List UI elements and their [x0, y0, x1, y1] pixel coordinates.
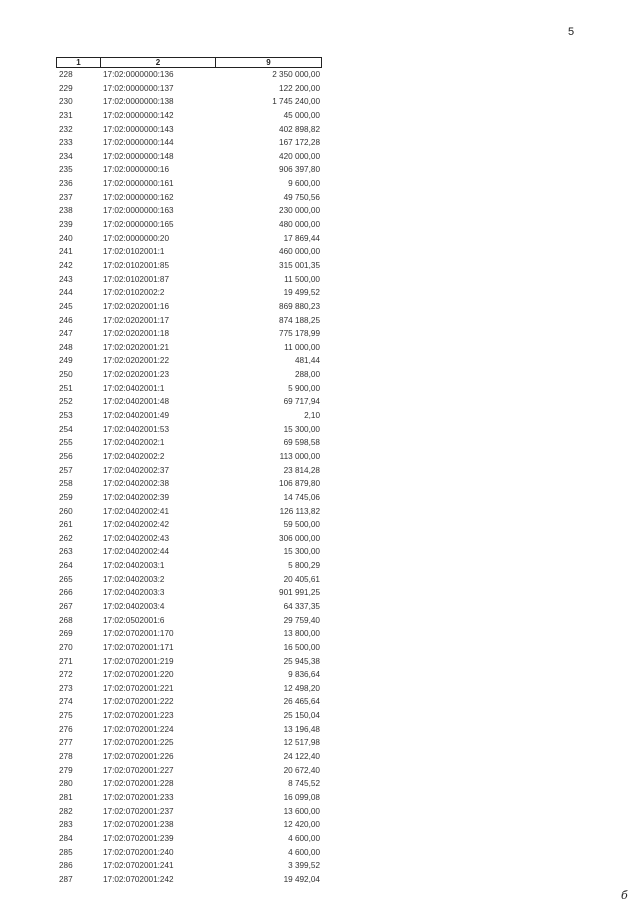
- row-number: 247: [59, 329, 73, 339]
- amount: 45 000,00: [283, 110, 320, 120]
- row-number: 263: [59, 547, 73, 557]
- table-row: [56, 818, 322, 832]
- amount: 14 745,06: [283, 492, 320, 502]
- row-number: 245: [59, 301, 73, 311]
- amount: 19 492,04: [283, 874, 320, 884]
- cadastral-number: 17:02:0000000:161: [103, 179, 174, 189]
- row-number: 279: [59, 765, 73, 775]
- amount: 19 499,52: [283, 288, 320, 298]
- table-row: [56, 450, 322, 464]
- amount: 16 099,08: [283, 792, 320, 802]
- cadastral-number: 17:02:0402002:37: [103, 465, 170, 475]
- row-number: 232: [59, 124, 73, 134]
- cadastral-number: 17:02:0000000:163: [103, 206, 174, 216]
- cadastral-number: 17:02:0702001:222: [103, 697, 174, 707]
- table-row: [56, 123, 322, 137]
- table-row: [56, 314, 322, 328]
- table-row: [56, 873, 322, 887]
- table-row: [56, 163, 322, 177]
- row-number: 237: [59, 192, 73, 202]
- table-row: [56, 109, 322, 123]
- table-row: [56, 423, 322, 437]
- row-number: 248: [59, 342, 73, 352]
- cadastral-number: 17:02:0000000:148: [103, 151, 174, 161]
- cadastral-number: 17:02:0402002:39: [103, 492, 170, 502]
- table-row: [56, 846, 322, 860]
- cadastral-number: 17:02:0702001:221: [103, 683, 174, 693]
- amount: 869 880,23: [279, 301, 320, 311]
- row-number: 234: [59, 151, 73, 161]
- amount: 15 300,00: [283, 424, 320, 434]
- cadastral-number: 17:02:0402001:48: [103, 397, 170, 407]
- cadastral-number: 17:02:0702001:219: [103, 656, 174, 666]
- amount: 306 000,00: [279, 533, 320, 543]
- amount: 775 178,99: [279, 329, 320, 339]
- cadastral-number: 17:02:0000000:142: [103, 110, 174, 120]
- row-number: 231: [59, 110, 73, 120]
- table-row: [56, 191, 322, 205]
- amount: 12 517,98: [283, 738, 320, 748]
- table-row: [56, 668, 322, 682]
- amount: 874 188,25: [279, 315, 320, 325]
- table-row: [56, 750, 322, 764]
- row-number: 266: [59, 588, 73, 598]
- row-number: 246: [59, 315, 73, 325]
- amount: 17 869,44: [283, 233, 320, 243]
- cadastral-number: 17:02:0202001:16: [103, 301, 170, 311]
- amount: 5 900,00: [288, 383, 320, 393]
- table-row: [56, 627, 322, 641]
- row-number: 250: [59, 370, 73, 380]
- amount: 64 337,35: [283, 601, 320, 611]
- amount: 12 420,00: [283, 820, 320, 830]
- table-row: [56, 477, 322, 491]
- amount: 122 200,00: [279, 83, 320, 93]
- row-number: 261: [59, 520, 73, 530]
- column-header-2: 2: [101, 58, 216, 67]
- table-row: [56, 136, 322, 150]
- cadastral-number: 17:02:0000000:16: [103, 165, 170, 175]
- row-number: 262: [59, 533, 73, 543]
- cadastral-number: 17:02:0000000:136: [103, 70, 174, 79]
- cadastral-number: 17:02:0402002:1: [103, 438, 165, 448]
- amount: 4 600,00: [288, 847, 320, 857]
- cadastral-number: 17:02:0502001:6: [103, 615, 165, 625]
- amount: 315 001,35: [279, 260, 320, 270]
- cadastral-number: 17:02:0000000:20: [103, 233, 170, 243]
- row-number: 281: [59, 792, 73, 802]
- table-row: [56, 600, 322, 614]
- cadastral-number: 17:02:0702001:241: [103, 861, 174, 871]
- cadastral-number: 17:02:0402003:3: [103, 588, 165, 598]
- amount: 49 750,56: [283, 192, 320, 202]
- cadastral-number: 17:02:0702001:220: [103, 670, 174, 680]
- amount: 59 500,00: [283, 520, 320, 530]
- row-number: 267: [59, 601, 73, 611]
- cadastral-number: 17:02:0702001:227: [103, 765, 174, 775]
- amount: 11 000,00: [284, 342, 320, 352]
- row-number: 236: [59, 179, 73, 189]
- amount: 3 399,52: [288, 861, 320, 871]
- amount: 8 745,52: [288, 779, 320, 789]
- table-row: [56, 545, 322, 559]
- table-row: [56, 82, 322, 96]
- amount: 26 465,64: [283, 697, 320, 707]
- table-row: [56, 614, 322, 628]
- row-number: 240: [59, 233, 73, 243]
- amount: 906 397,80: [279, 165, 320, 175]
- amount: 9 600,00: [288, 179, 320, 189]
- row-number: 284: [59, 833, 73, 843]
- row-number: 256: [59, 451, 73, 461]
- row-number: 253: [59, 411, 73, 421]
- handwritten-page-mark: б: [621, 889, 628, 902]
- row-number: 272: [59, 670, 73, 680]
- cadastral-number: 17:02:0702001:240: [103, 847, 174, 857]
- cadastral-number: 17:02:0402002:43: [103, 533, 170, 543]
- cadastral-number: 17:02:0000000:165: [103, 220, 174, 230]
- cadastral-number: 17:02:0402002:44: [103, 547, 170, 557]
- column-header-9: 9: [266, 58, 271, 67]
- cadastral-number: 17:02:0402003:2: [103, 574, 165, 584]
- row-number: 235: [59, 165, 73, 175]
- row-number: 228: [59, 70, 73, 79]
- amount: 230 000,00: [279, 206, 320, 216]
- row-number: 249: [59, 356, 73, 366]
- row-number: 254: [59, 424, 73, 434]
- row-number: 268: [59, 615, 73, 625]
- table-row: [56, 505, 322, 519]
- row-number: 286: [59, 861, 73, 871]
- table-row: [56, 368, 322, 382]
- table-row: [56, 764, 322, 778]
- row-number: 287: [59, 874, 73, 884]
- cadastral-number: 17:02:0402002:41: [103, 506, 170, 516]
- amount: 12 498,20: [283, 683, 320, 693]
- table-row: [56, 273, 322, 287]
- table-row: [56, 723, 322, 737]
- amount: 16 500,00: [283, 642, 320, 652]
- row-number: 278: [59, 752, 73, 762]
- table-row: [56, 395, 322, 409]
- amount: 4 600,00: [288, 833, 320, 843]
- cadastral-number: 17:02:0000000:144: [103, 138, 174, 148]
- amount: 24 122,40: [283, 752, 320, 762]
- table-row: [56, 259, 322, 273]
- row-number: 251: [59, 383, 73, 393]
- amount: 167 172,28: [279, 138, 320, 148]
- table-row: [56, 232, 322, 246]
- row-number: 275: [59, 711, 73, 721]
- table-row: [56, 218, 322, 232]
- amount: 288,00: [294, 370, 320, 380]
- cadastral-number: 17:02:0702001:225: [103, 738, 174, 748]
- cadastral-number: 17:02:0102002:2: [103, 288, 165, 298]
- row-number: 238: [59, 206, 73, 216]
- row-number: 265: [59, 574, 73, 584]
- amount: 460 000,00: [279, 247, 320, 257]
- cadastral-number: 17:02:0402001:49: [103, 411, 170, 421]
- row-number: 243: [59, 274, 73, 284]
- row-number: 252: [59, 397, 73, 407]
- cadastral-number: 17:02:0000000:138: [103, 97, 174, 107]
- row-number: 244: [59, 288, 73, 298]
- row-number: 264: [59, 561, 73, 571]
- row-number: 282: [59, 806, 73, 816]
- cadastral-number: 17:02:0702001:239: [103, 833, 174, 843]
- table-row: [56, 300, 322, 314]
- cadastral-number: 17:02:0000000:143: [103, 124, 174, 134]
- page-number: 5: [568, 26, 575, 38]
- amount: 480 000,00: [279, 220, 320, 230]
- cadastral-number: 17:02:0000000:137: [103, 83, 174, 93]
- row-number: 274: [59, 697, 73, 707]
- table-body: [56, 68, 322, 886]
- column-header-1: 1: [57, 58, 101, 67]
- table-row: [56, 695, 322, 709]
- amount: 20 405,61: [283, 574, 320, 584]
- table-row: [56, 382, 322, 396]
- row-number: 239: [59, 220, 73, 230]
- amount: 15 300,00: [283, 547, 320, 557]
- table-row: [56, 436, 322, 450]
- amount: 13 600,00: [283, 806, 320, 816]
- row-number: 269: [59, 629, 73, 639]
- row-number: 260: [59, 506, 73, 516]
- row-number: 257: [59, 465, 73, 475]
- table-row: [56, 532, 322, 546]
- cadastral-number: 17:02:0402002:42: [103, 520, 170, 530]
- row-number: 255: [59, 438, 73, 448]
- amount: 69 598,58: [283, 438, 320, 448]
- amount: 69 717,94: [283, 397, 320, 407]
- cadastral-number: 17:02:0202001:22: [103, 356, 170, 366]
- cadastral-number: 17:02:0402003:1: [103, 561, 165, 571]
- row-number: 230: [59, 97, 73, 107]
- cadastral-number: 17:02:0102001:87: [103, 274, 170, 284]
- row-number: 285: [59, 847, 73, 857]
- cadastral-number: 17:02:0702001:242: [103, 874, 174, 884]
- table-row: [56, 709, 322, 723]
- amount: 901 991,25: [279, 588, 320, 598]
- table-row: [56, 682, 322, 696]
- cadastral-number: 17:02:0702001:171: [103, 642, 174, 652]
- table-row: [56, 177, 322, 191]
- row-number: 283: [59, 820, 73, 830]
- row-number: 273: [59, 683, 73, 693]
- amount: 25 945,38: [283, 656, 320, 666]
- amount: 402 898,82: [279, 124, 320, 134]
- table-row: [56, 68, 322, 82]
- table-row: [56, 95, 322, 109]
- amount: 106 879,80: [279, 479, 320, 489]
- amount: 113 000,00: [279, 451, 320, 461]
- row-number: 229: [59, 83, 73, 93]
- cadastral-number: 17:02:0402003:4: [103, 601, 165, 611]
- cadastral-number: 17:02:0402001:1: [103, 383, 165, 393]
- cadastral-number: 17:02:0000000:162: [103, 192, 174, 202]
- table-row: [56, 286, 322, 300]
- cadastral-number: 17:02:0402002:38: [103, 479, 170, 489]
- table-row: [56, 354, 322, 368]
- amount: 126 113,82: [279, 506, 320, 516]
- cadastral-number: 17:02:0202001:18: [103, 329, 170, 339]
- cadastral-number: 17:02:0202001:23: [103, 370, 170, 380]
- row-number: 271: [59, 656, 73, 666]
- amount: 13 800,00: [283, 629, 320, 639]
- table-row: [56, 573, 322, 587]
- row-number: 259: [59, 492, 73, 502]
- table-row: [56, 491, 322, 505]
- amount: 23 814,28: [283, 465, 320, 475]
- row-number: 258: [59, 479, 73, 489]
- table-row: [56, 464, 322, 478]
- table-row: [56, 518, 322, 532]
- amount: 5 800,29: [288, 561, 320, 571]
- amount: 1 745 240,00: [272, 97, 320, 107]
- cadastral-number: 17:02:0202001:21: [103, 342, 170, 352]
- table-row: [56, 409, 322, 423]
- amount: 11 500,00: [284, 274, 320, 284]
- table-row: [56, 777, 322, 791]
- table-row: [56, 736, 322, 750]
- cadastral-number: 17:02:0702001:237: [103, 806, 174, 816]
- table-row: [56, 341, 322, 355]
- cadastral-number: 17:02:0702001:228: [103, 779, 174, 789]
- amount: 481,44: [294, 356, 320, 366]
- table-row: [56, 586, 322, 600]
- table-row: [56, 859, 322, 873]
- row-number: 241: [59, 247, 73, 257]
- row-number: 242: [59, 260, 73, 270]
- cadastral-number: 17:02:0702001:170: [103, 629, 174, 639]
- cadastral-number: 17:02:0702001:224: [103, 724, 174, 734]
- cadastral-number: 17:02:0102001:1: [103, 247, 165, 257]
- cadastral-number: 17:02:0702001:226: [103, 752, 174, 762]
- cadastral-number: 17:02:0702001:238: [103, 820, 174, 830]
- table-row: [56, 832, 322, 846]
- amount: 29 759,40: [283, 615, 320, 625]
- amount: 13 196,48: [283, 724, 320, 734]
- row-number: 276: [59, 724, 73, 734]
- table-row: [56, 559, 322, 573]
- cadastral-number: 17:02:0702001:233: [103, 792, 174, 802]
- data-table: [56, 57, 322, 886]
- amount: 2 350 000,00: [272, 70, 320, 79]
- amount: 25 150,04: [283, 711, 320, 721]
- table-row: [56, 150, 322, 164]
- cadastral-number: 17:02:0102001:85: [103, 260, 170, 270]
- row-number: 233: [59, 138, 73, 148]
- table-row: [56, 791, 322, 805]
- table-row: [56, 805, 322, 819]
- row-number: 270: [59, 642, 73, 652]
- table-row: [56, 245, 322, 259]
- table-row: [56, 204, 322, 218]
- table-row: [56, 641, 322, 655]
- amount: 2,10: [304, 411, 320, 421]
- amount: 9 836,64: [288, 670, 320, 680]
- cadastral-number: 17:02:0202001:17: [103, 315, 170, 325]
- row-number: 280: [59, 779, 73, 789]
- cadastral-number: 17:02:0402001:53: [103, 424, 170, 434]
- row-number: 277: [59, 738, 73, 748]
- cadastral-number: 17:02:0402002:2: [103, 451, 165, 461]
- amount: 20 672,40: [283, 765, 320, 775]
- cadastral-number: 17:02:0702001:223: [103, 711, 174, 721]
- table-row: [56, 327, 322, 341]
- amount: 420 000,00: [279, 151, 320, 161]
- table-row: [56, 655, 322, 669]
- table-header: [56, 57, 322, 68]
